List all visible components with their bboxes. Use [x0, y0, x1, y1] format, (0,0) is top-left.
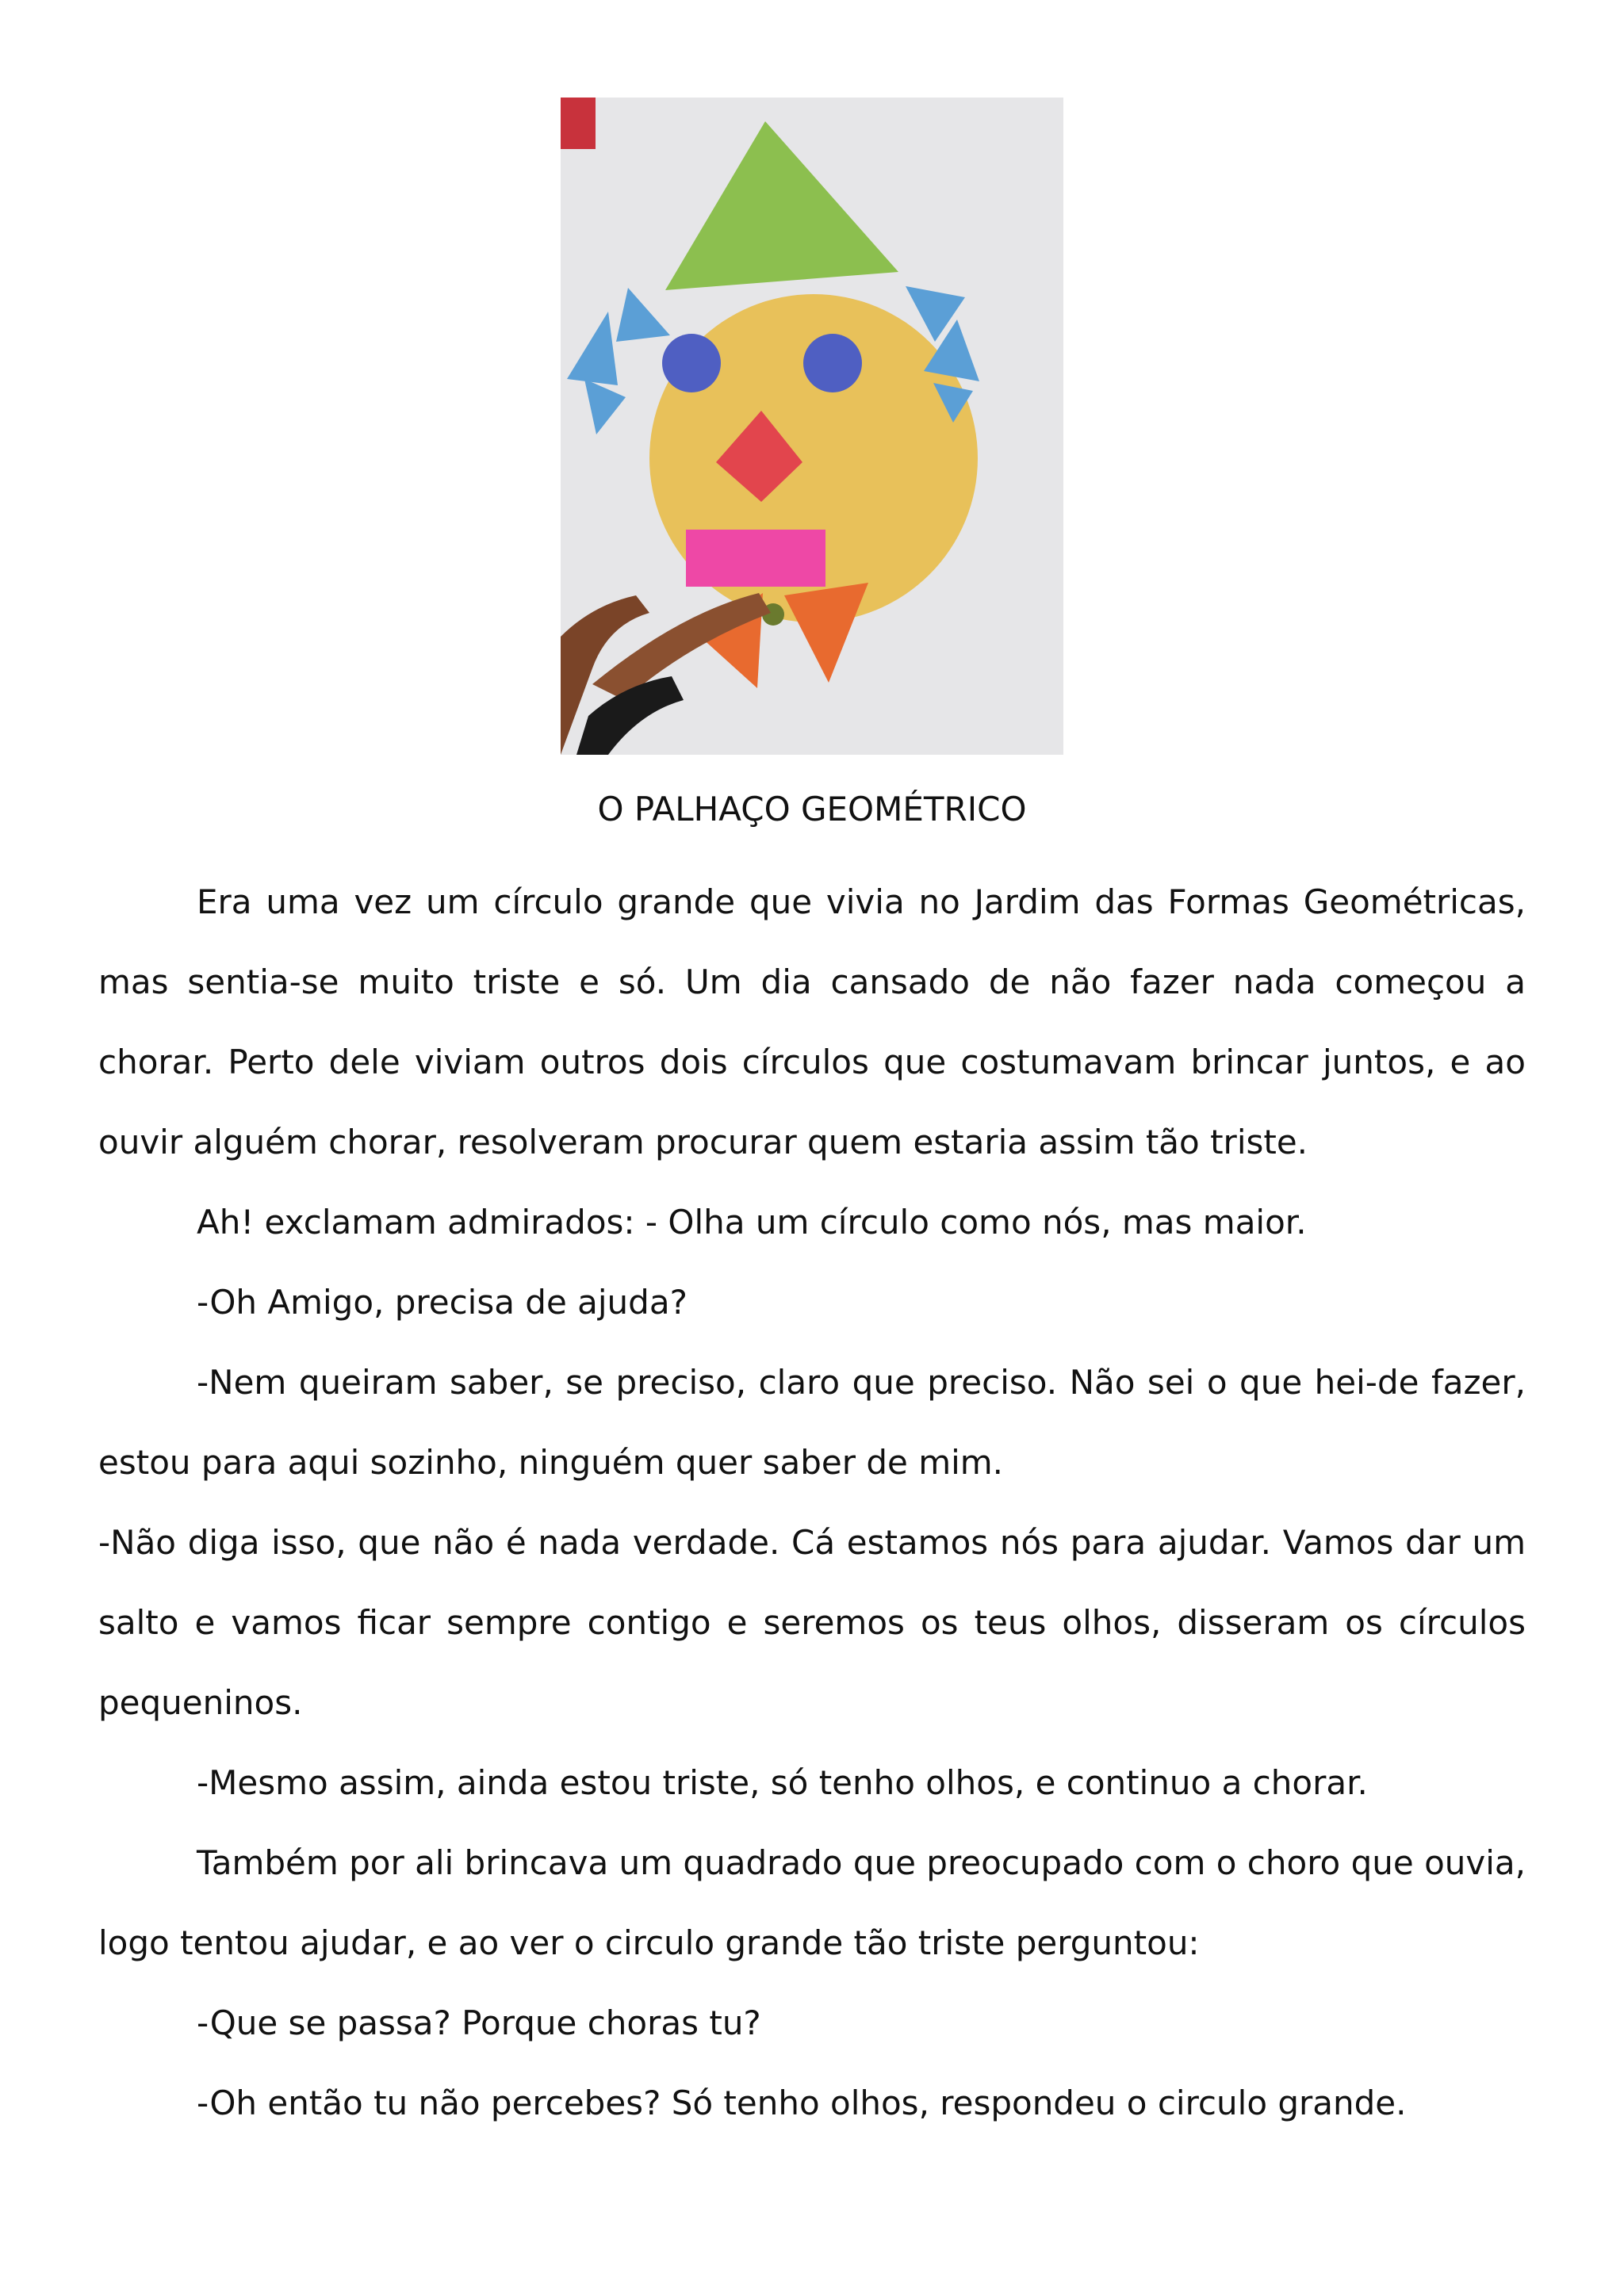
story-paragraph: -Oh então tu não percebes? Só tenho olhos, respondeu o circulo grande.: [197, 2084, 1407, 2122]
clown-mouth: [686, 530, 825, 587]
story-paragraph: -Não diga isso, que não é nada verdade. Cá estamos nós para ajudar. Vamos dar um salto e vamos ficar sempre contigo e seremos os teus olhos, disseram os círculos pequeninos.: [98, 1523, 1526, 1722]
clown-eye-left: [662, 334, 721, 392]
story-paragraph: Também por ali brincava um quadrado que preocupado com o choro que ouvia, logo tentou ajudar, e ao ver o circulo grande tão triste perguntou:: [98, 1843, 1526, 1962]
story-title: O PALHAÇO GEOMÉTRICO: [597, 790, 1027, 828]
story-paragraph: -Mesmo assim, ainda estou triste, só tenho olhos, e continuo a chorar.: [197, 1763, 1368, 1802]
story-paragraph: Era uma vez um círculo grande que vivia no Jardim das Formas Geométricas, mas sentia-se muito triste e só. Um dia cansado de não fazer nada começou a chorar. Perto dele viviam outros dois círculos que costumavam brincar juntos, e ao ouvir alguém chorar, resolveram procurar quem estaria assim tão triste.: [98, 882, 1526, 1161]
story-paragraph: -Oh Amigo, precisa de ajuda?: [197, 1283, 688, 1322]
clown-eye-right: [803, 334, 862, 392]
story-paragraph: -Nem queiram saber, se preciso, claro que preciso. Não sei o que hei-de fazer, estou para aqui sozinho, ninguém quer saber de mim.: [98, 1363, 1526, 1482]
story-paragraph: Ah! exclamam admirados: - Olha um círculo como nós, mas maior.: [197, 1203, 1307, 1242]
red-edge-strip: [561, 98, 596, 149]
clown-illustration: [561, 98, 1063, 755]
story-body: [98, 862, 1526, 2143]
story-paragraph: -Que se passa? Porque choras tu?: [197, 2003, 761, 2042]
